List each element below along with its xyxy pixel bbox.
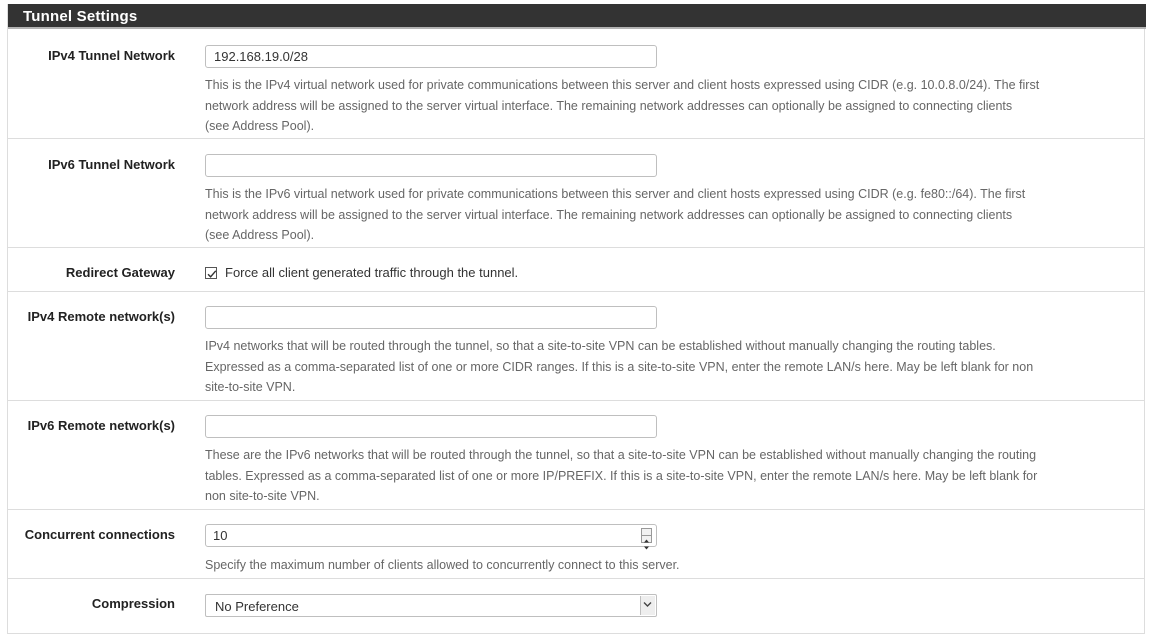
ipv4-remote-networks-label: IPv4 Remote network(s): [27, 309, 175, 324]
row-compression: [8, 579, 1145, 639]
row-concurrent-connections: [8, 510, 1145, 579]
row-ipv4-tunnel-network: [8, 29, 1145, 139]
row-ipv6-remote-networks: [8, 401, 1145, 510]
ipv4-tunnel-network-label: IPv4 Tunnel Network: [48, 48, 175, 63]
ipv6-remote-networks-label: IPv6 Remote network(s): [27, 418, 175, 433]
help-line: tables. Expressed as a comma-separated list of one or more IP/PREFIX. If this is a site-to-site VPN, enter the remote LAN/s here. May be left blank for: [205, 468, 1038, 483]
ipv4-tunnel-network-help: [205, 75, 1140, 137]
panel-heading: [8, 4, 1146, 29]
concurrent-connections-help: Specify the maximum number of clients allowed to concurrently connect to this server.: [205, 558, 680, 572]
help-line: non site-to-site VPN.: [205, 489, 320, 503]
help-line: These are the IPv6 networks that will be routed through the tunnel, so that a site-to-site VPN can be established without manually changing the routing: [205, 448, 1037, 462]
help-line: This is the IPv4 virtual network used for private communications between this server and client hosts expressed using CIDR (e.g. 10.0.8.0/24). The first: [205, 78, 1040, 92]
redirect-gateway-checkbox-text: Force all client generated traffic through the tunnel.: [225, 265, 519, 280]
row-ipv4-remote-networks: [8, 292, 1145, 401]
concurrent-connections-input[interactable]: [205, 524, 657, 547]
redirect-gateway-option[interactable]: [205, 265, 518, 280]
help-line: (see Address Pool).: [205, 119, 315, 133]
ipv4-remote-networks-input[interactable]: [205, 306, 657, 329]
concurrent-connections-label: Concurrent connections: [24, 527, 175, 542]
tunnel-settings-panel: [7, 4, 1145, 634]
ipv6-tunnel-network-input[interactable]: [205, 154, 657, 177]
ipv6-tunnel-network-help: [205, 184, 1140, 246]
help-line: network address will be assigned to the server virtual interface. The remaining network addresses can optionally be assigned to connecting clients: [205, 98, 1013, 113]
concurrent-connections-value: 10: [213, 528, 228, 543]
row-redirect-gateway: [8, 248, 1145, 292]
ipv6-remote-networks-help: [205, 445, 1140, 507]
ipv6-tunnel-network-label: IPv6 Tunnel Network: [48, 157, 175, 172]
ipv4-remote-networks-help: [205, 336, 1140, 398]
ipv6-remote-networks-input[interactable]: [205, 415, 657, 438]
spinner-down-icon[interactable]: [642, 536, 651, 542]
help-line: Expressed as a comma-separated list of one or more CIDR ranges. If this is a site-to-site VPN, enter the remote LAN/s here. May be left blank for non: [205, 359, 1034, 374]
help-line: IPv4 networks that will be routed through the tunnel, so that a site-to-site VPN can be established without manually changing the routing tables.: [205, 339, 996, 353]
help-line: site-to-site VPN.: [205, 380, 296, 394]
compression-select[interactable]: [205, 594, 657, 617]
checkmark-icon: [206, 268, 218, 280]
help-line: (see Address Pool).: [205, 228, 315, 242]
redirect-gateway-label: Redirect Gateway: [65, 265, 175, 280]
help-line: network address will be assigned to the server virtual interface. The remaining network addresses can optionally be assigned to connecting clients: [205, 207, 1013, 222]
number-spinner[interactable]: [641, 528, 652, 543]
compression-selected-value: No Preference: [215, 599, 299, 614]
chevron-down-icon[interactable]: [640, 596, 655, 615]
spinner-up-icon[interactable]: [642, 529, 651, 536]
row-ipv6-tunnel-network: [8, 139, 1145, 248]
compression-label: Compression: [91, 596, 175, 611]
redirect-gateway-checkbox[interactable]: [205, 267, 217, 279]
panel-title: Tunnel Settings: [23, 8, 138, 25]
ipv4-tunnel-network-input[interactable]: [205, 45, 657, 68]
help-line: This is the IPv6 virtual network used for private communications between this server and client hosts expressed using CIDR (e.g. fe80::/64). The first: [205, 187, 1026, 201]
